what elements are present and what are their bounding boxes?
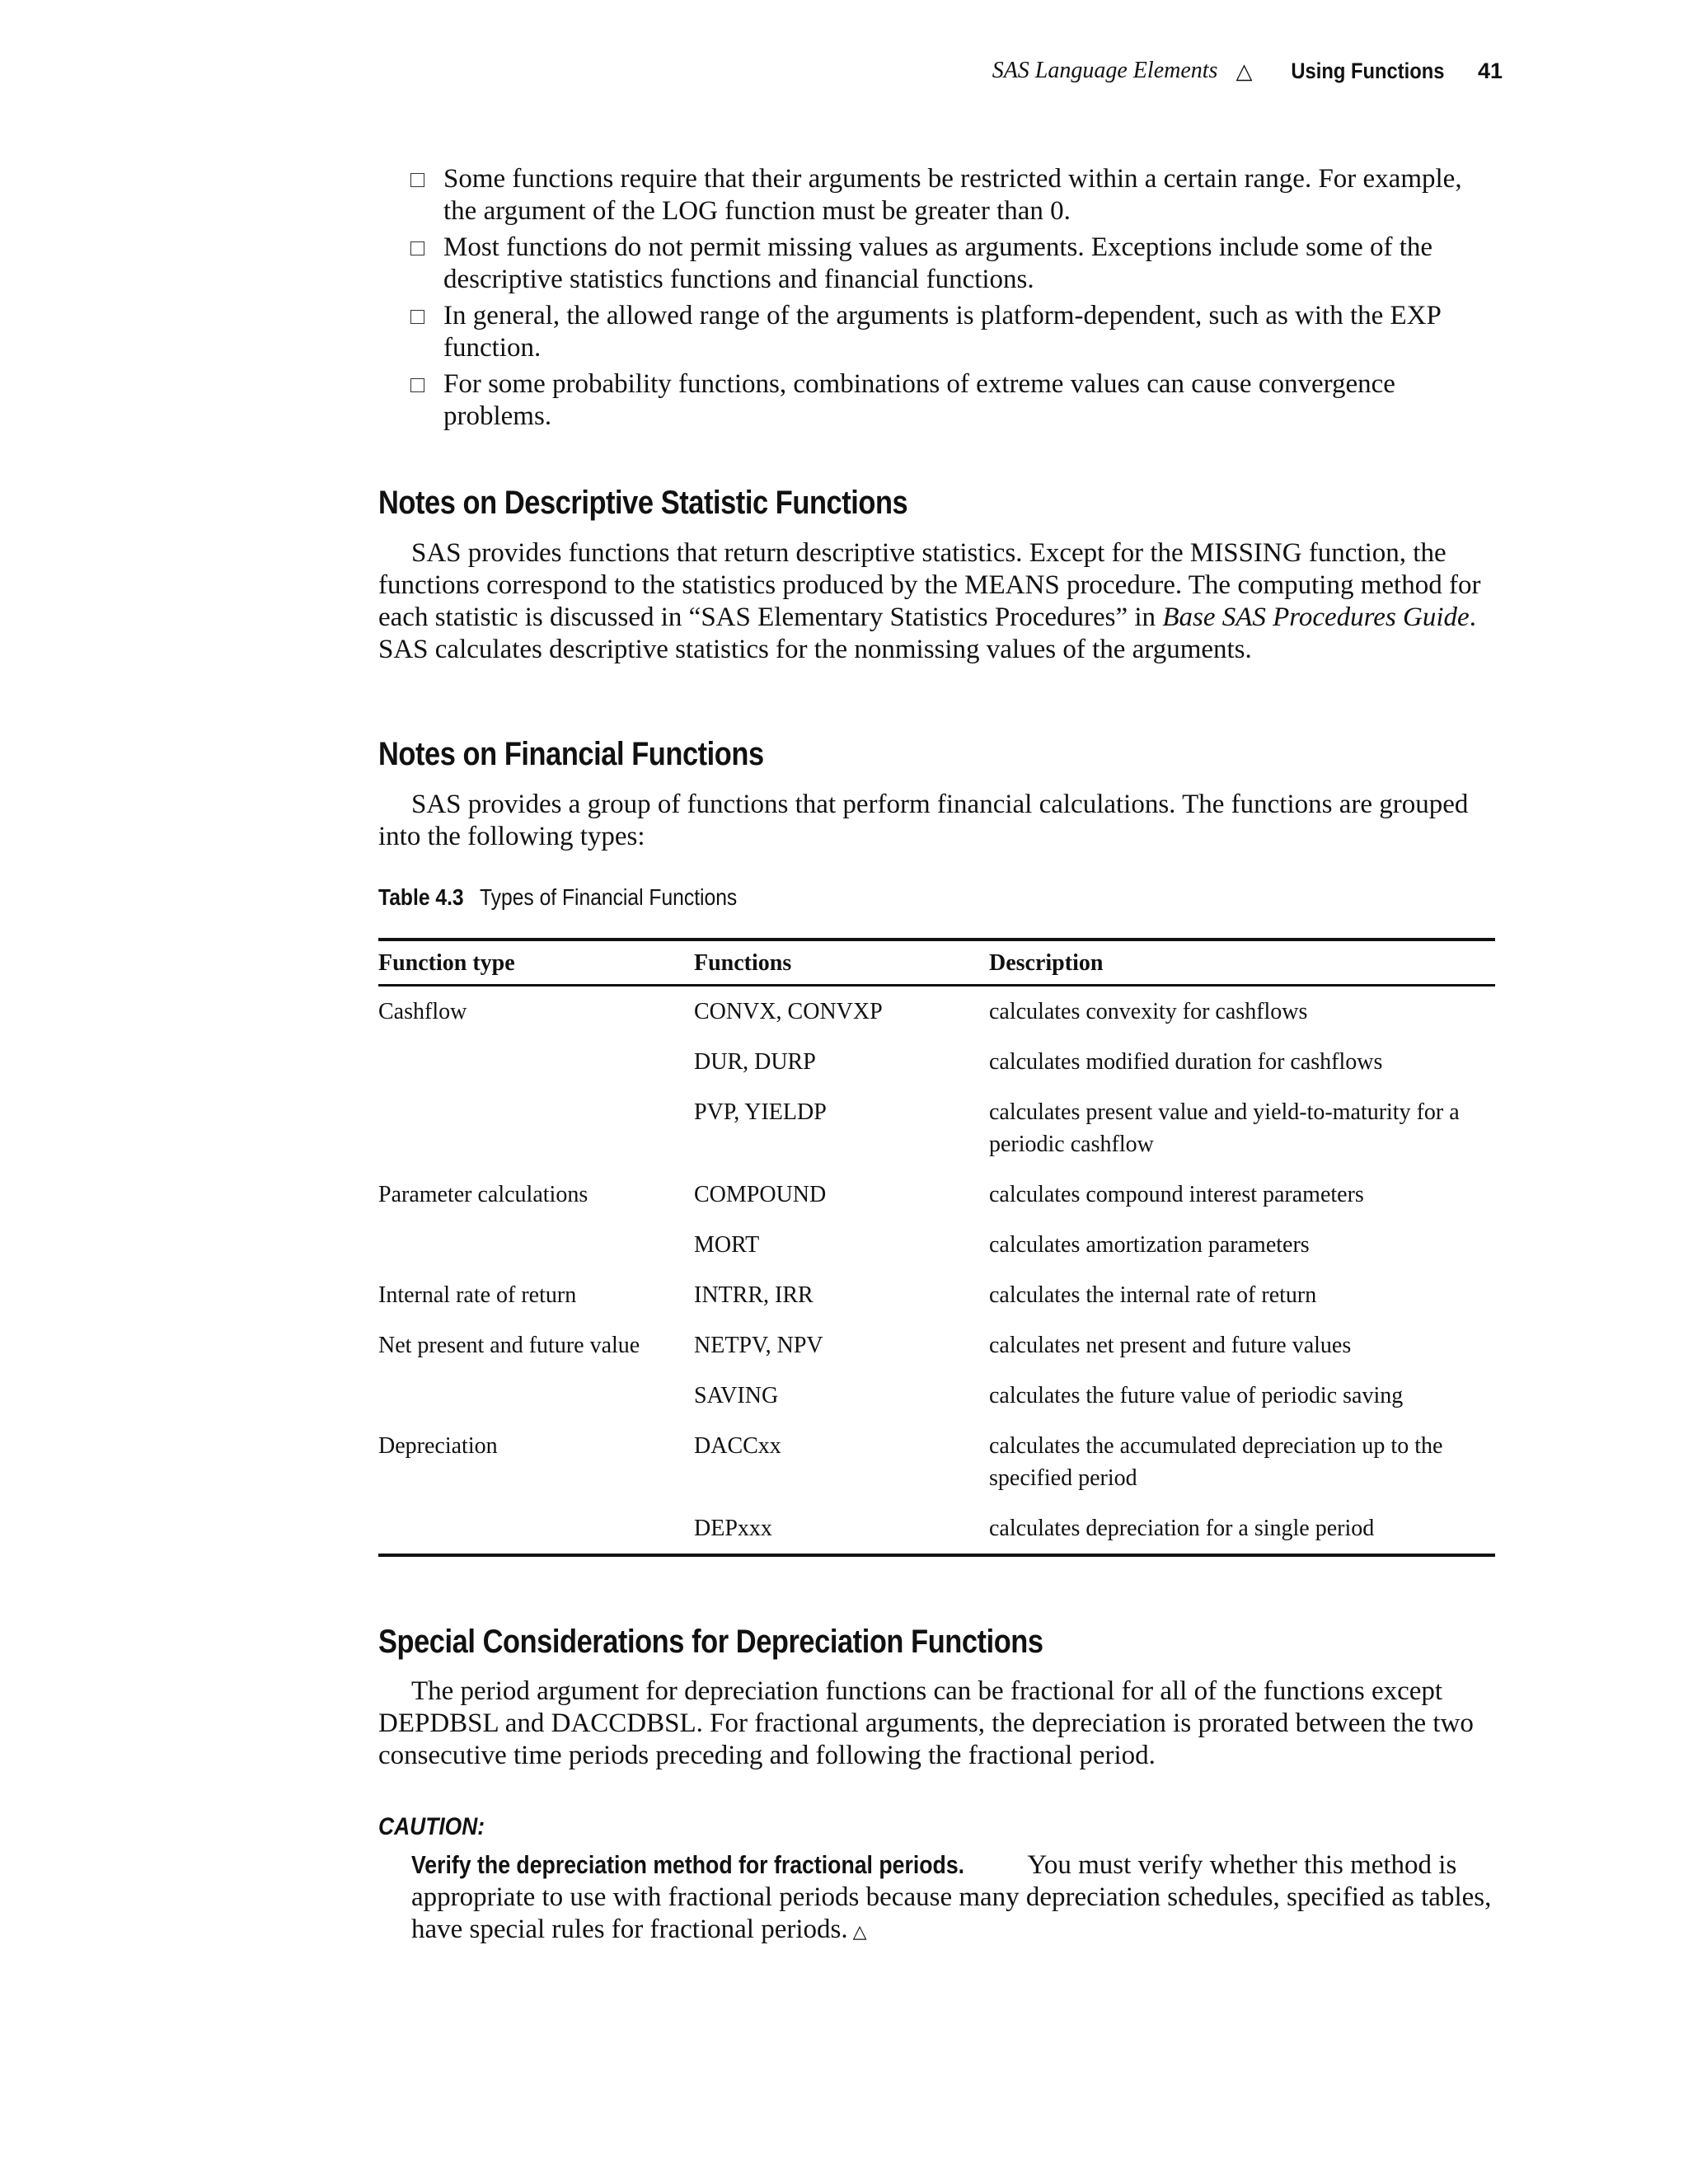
column-header: Functions — [694, 940, 989, 986]
table-row — [378, 1503, 1495, 1555]
list-item — [410, 368, 1498, 433]
cell-functions: PVP, YIELDP — [694, 1099, 827, 1125]
list-item-text: For some probability functions, combinations of extreme values can cause convergence problems. — [443, 369, 1395, 431]
cell-function-type: Depreciation — [378, 1433, 498, 1459]
descriptive-statistics-heading: Notes on Descriptive Statistic Functions — [378, 485, 908, 521]
argument-restrictions-list — [410, 163, 1498, 437]
cell-function-type: Parameter calculations — [378, 1182, 588, 1207]
cell-function-type — [378, 1037, 694, 1087]
cell-function-type — [378, 1087, 694, 1169]
page-number: 41 — [1477, 58, 1503, 83]
table-row — [378, 1371, 1495, 1421]
cell-functions: MORT — [694, 1232, 760, 1258]
table-row — [378, 1220, 1495, 1270]
descriptive-text-part2: . SAS calculates descriptive statistics for the nonmissing values of the arguments. — [378, 602, 1476, 664]
table-row — [378, 986, 1495, 1038]
table-row — [378, 1270, 1495, 1320]
table-row — [378, 1169, 1495, 1220]
cell-functions: INTRR, IRR — [694, 1282, 814, 1308]
cell-description: calculates convexity for cashflows — [989, 999, 1308, 1024]
cell-description: calculates net present and future values — [989, 1333, 1352, 1358]
list-item — [410, 300, 1498, 364]
cell-description: calculates the internal rate of return — [989, 1282, 1317, 1308]
square-bullet-icon — [410, 310, 424, 324]
list-item-text: Most functions do not permit missing values as arguments. Exceptions include some of the descriptive statistics functions and financial functions. — [443, 232, 1433, 294]
cell-description: calculates the accumulated depreciation up to the specified period — [989, 1433, 1443, 1491]
cell-functions: DUR, DURP — [694, 1049, 816, 1075]
cell-description: calculates compound interest parameters — [989, 1182, 1364, 1207]
book-title: Base SAS Procedures Guide — [1162, 602, 1470, 632]
cell-function-type: Net present and future value — [378, 1333, 640, 1358]
cell-function-type — [378, 1220, 694, 1270]
column-header: Description — [989, 940, 1495, 986]
depreciation-paragraph: The period argument for depreciation functions can be fractional for all of the functions except DEPDBSL and DACCDBSL. For fractional arguments, the depreciation is prorated between the two consecutive time periods preceding and following the fractional period. — [378, 1676, 1474, 1770]
cell-functions: SAVING — [694, 1383, 779, 1408]
financial-functions-paragraph: SAS provides a group of functions that perform financial calculations. The functions are grouped into the following types: — [378, 790, 1469, 851]
caution-text: You must verify whether this method is appropriate to use with fractional periods because many depreciation schedules, specified as tables, have special rules for fractional periods. — [411, 1850, 1492, 1944]
descriptive-statistics-paragraph — [378, 537, 1499, 666]
cell-functions: DACCxx — [694, 1433, 781, 1459]
caution-label: CAUTION: — [378, 1813, 485, 1840]
table-row — [378, 1320, 1495, 1371]
running-head-section: Using Functions — [1291, 58, 1445, 83]
cell-description: calculates modified duration for cashflows — [989, 1049, 1383, 1075]
running-head-doc-title: SAS Language Elements — [992, 58, 1218, 83]
cell-description: calculates the future value of periodic saving — [989, 1383, 1404, 1408]
square-bullet-icon — [410, 241, 424, 255]
square-bullet-icon — [410, 173, 424, 187]
cell-functions: NETPV, NPV — [694, 1333, 823, 1358]
list-item-text: Some functions require that their arguments be restricted within a certain range. For example, the argument of the LOG function must be greater than 0. — [443, 164, 1462, 226]
caution-lead: Verify the depreciation method for fractional periods. — [411, 1850, 965, 1879]
financial-functions-heading: Notes on Financial Functions — [378, 736, 764, 772]
table-number: Table 4.3 — [378, 884, 464, 910]
table-title: Types of Financial Functions — [479, 884, 738, 910]
running-head — [992, 58, 1503, 84]
cell-function-type — [378, 1503, 694, 1555]
list-item — [410, 232, 1498, 296]
table-row — [378, 1037, 1495, 1087]
financial-functions-table — [378, 938, 1495, 1557]
cell-function-type: Cashflow — [378, 999, 467, 1024]
end-triangle-icon: △ — [852, 1921, 867, 1942]
table-row — [378, 1421, 1495, 1503]
descriptive-text-part1: SAS provides functions that return descriptive statistics. Except for the MISSING function, the functions correspond to the statistics produced by the MEANS procedure. The computing method for each statistic is discussed in “SAS Elementary Statistics Procedures” in — [378, 538, 1481, 632]
table-row — [378, 1087, 1495, 1169]
list-item — [410, 163, 1498, 227]
triangle-separator-icon: △ — [1236, 58, 1253, 83]
cell-description: calculates amortization parameters — [989, 1232, 1310, 1258]
cell-description: calculates present value and yield-to-maturity for a periodic cashflow — [989, 1099, 1460, 1157]
cell-functions: CONVX, CONVXP — [694, 999, 883, 1024]
cell-functions: COMPOUND — [694, 1182, 827, 1207]
caution-body — [411, 1849, 1499, 1947]
cell-functions: DEPxxx — [694, 1503, 989, 1555]
table-caption — [378, 884, 737, 911]
depreciation-heading: Special Considerations for Depreciation Functions — [378, 1624, 1043, 1660]
cell-description: calculates depreciation for a single period — [989, 1503, 1495, 1555]
square-bullet-icon — [410, 378, 424, 392]
cell-function-type: Internal rate of return — [378, 1282, 577, 1308]
column-header: Function type — [378, 940, 694, 986]
table-header-row — [378, 940, 1495, 986]
cell-function-type — [378, 1371, 694, 1421]
list-item-text: In general, the allowed range of the arguments is platform-dependent, such as with the EXP function. — [443, 301, 1441, 363]
